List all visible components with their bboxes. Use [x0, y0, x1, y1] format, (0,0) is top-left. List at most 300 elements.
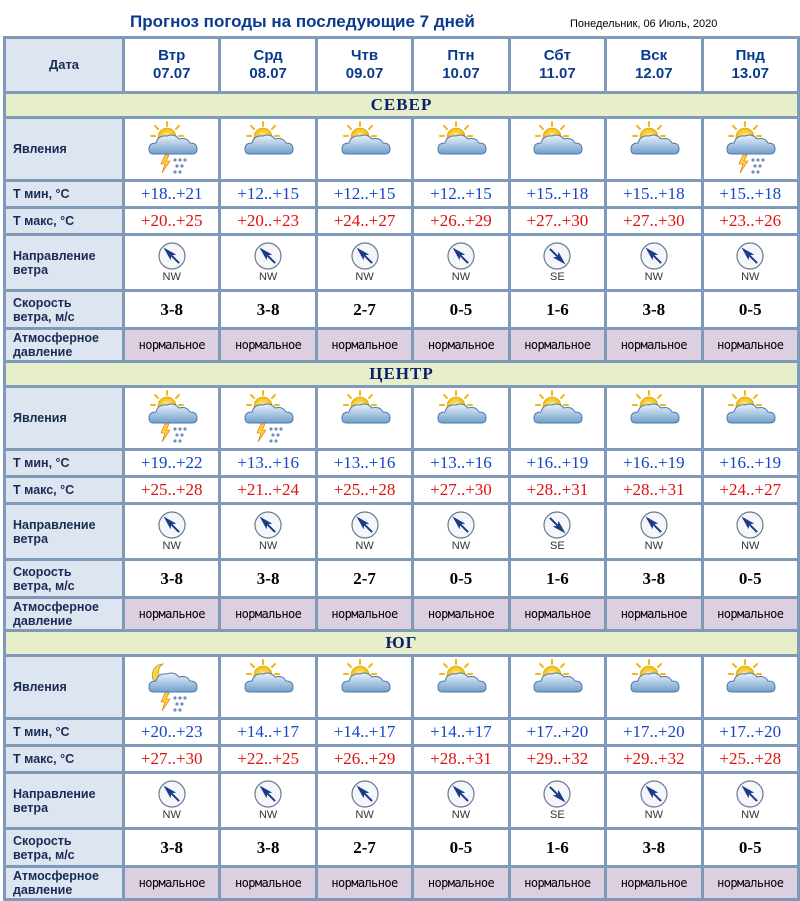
tmin-value: +19..+22: [140, 453, 203, 472]
compass-arrow-icon: [634, 510, 674, 540]
wind-direction-text: NW: [162, 540, 181, 552]
tmax-cell: [318, 478, 411, 502]
tmax-cell: [704, 209, 797, 233]
tmin-row: [6, 720, 797, 744]
region-row: [6, 94, 797, 116]
pressure-label: [6, 330, 122, 360]
tmin-value: +12..+15: [237, 184, 299, 203]
compass-arrow-icon: [441, 779, 481, 809]
row-label-text: Направление: [13, 248, 96, 263]
wind-direction-cell: [607, 505, 700, 558]
wind-speed-value: 3-8: [256, 299, 280, 319]
tmin-value: +16..+19: [622, 453, 685, 472]
compass-arrow-icon: [730, 241, 770, 271]
wind-direction-cell: [318, 774, 411, 827]
tmin-cell: [414, 451, 507, 475]
tmin-cell: [221, 451, 314, 475]
phenomena-label: [6, 388, 122, 448]
wind-direction-text: NW: [451, 271, 471, 283]
moon-cloud-thunderstorm-icon: [125, 658, 218, 716]
row-label-text: Атмосферное: [13, 600, 99, 614]
tmax-cell: [414, 478, 507, 502]
wind-direction-cell: [125, 236, 218, 289]
region-row: [6, 632, 797, 654]
wind-direction-cell: [125, 505, 218, 558]
row-label-text: Скорость: [13, 833, 72, 848]
wind-speed-value: 0-5: [449, 837, 473, 857]
wind-speed-cell: [125, 561, 218, 596]
tmin-cell: [607, 720, 700, 744]
tmax-label: [6, 209, 122, 233]
tmin-cell: [221, 182, 314, 206]
wind-direction: [730, 778, 770, 822]
tmax-value: +25..+28: [333, 480, 396, 499]
pressure-cell: [125, 330, 218, 360]
weather-cell: [704, 119, 797, 179]
tmax-value: +20..+25: [140, 211, 203, 230]
weather-cell: [704, 388, 797, 448]
tmax-label: [6, 478, 122, 502]
sun-cloud-thunderstorm-icon: [704, 120, 797, 178]
day-name: Вск: [640, 47, 668, 64]
compass-arrow-icon: [634, 241, 674, 271]
wind-speed-cell: [221, 292, 314, 327]
wind-direction-cell: [607, 774, 700, 827]
pressure-value: нормальное: [717, 607, 784, 621]
sun-cloud-icon: [511, 658, 604, 716]
tmax-cell: [704, 747, 797, 771]
compass-arrow-icon: [248, 779, 288, 809]
wind-direction-label: [6, 774, 122, 827]
pressure-cell: [704, 330, 797, 360]
wind-speed-value: 3-8: [160, 837, 184, 857]
wind-direction-cell: [414, 774, 507, 827]
tmin-value: +17..+20: [719, 722, 782, 741]
wind-direction-cell: [511, 774, 604, 827]
wind-direction-text: NW: [644, 271, 663, 283]
tmax-value: +29..+32: [526, 749, 589, 768]
day-date: 09.07: [345, 65, 384, 82]
pressure-cell: [607, 599, 700, 629]
wind-speed-value: 0-5: [449, 568, 473, 588]
sun-cloud-icon: [318, 389, 411, 447]
region-title: СЕВЕР: [6, 94, 797, 116]
region-row: [6, 363, 797, 385]
wind-direction: [537, 778, 577, 822]
day-header: [511, 39, 604, 91]
tmax-value: +28..+31: [430, 749, 492, 768]
tmax-value: +26..+29: [430, 211, 492, 230]
wind-speed-cell: [318, 561, 411, 596]
wind-direction-label: [6, 505, 122, 558]
wind-speed-cell: [221, 830, 314, 865]
tmin-cell: [125, 720, 218, 744]
pressure-value: нормальное: [138, 876, 205, 890]
sun-cloud-icon: [607, 389, 700, 447]
row-label-text: ветра: [13, 800, 49, 815]
tmax-value: +25..+28: [719, 749, 782, 768]
wind-direction-cell: [704, 236, 797, 289]
wind-speed-cell: [704, 830, 797, 865]
day-header: [221, 39, 314, 91]
tmin-value: +16..+19: [526, 453, 589, 472]
day-name: Сбт: [543, 47, 572, 64]
wind-speed-cell: [511, 830, 604, 865]
compass-arrow-icon: [441, 510, 481, 540]
wind-direction-cell: [221, 774, 314, 827]
pressure-cell: [704, 599, 797, 629]
pressure-value: нормальное: [235, 338, 302, 352]
compass-arrow-icon: [152, 241, 192, 271]
tmin-label: [6, 182, 122, 206]
tmin-cell: [511, 182, 604, 206]
pressure-value: нормальное: [331, 876, 398, 890]
tmax-cell: [125, 747, 218, 771]
pressure-value: нормальное: [427, 876, 495, 890]
wind-direction: [441, 240, 481, 284]
wind-direction: [441, 509, 481, 553]
row-label-text: ветра, м/с: [13, 578, 75, 593]
tmin-row: [6, 182, 797, 206]
sun-cloud-icon: [221, 120, 314, 178]
wind-speed-cell: [704, 292, 797, 327]
wind-speed-value: 0-5: [738, 299, 762, 319]
tmax-cell: [511, 747, 604, 771]
weather-cell: [414, 657, 507, 717]
tmax-row: [6, 747, 797, 771]
tmin-cell: [414, 720, 507, 744]
wind-direction: [345, 509, 385, 553]
pressure-cell: [607, 330, 700, 360]
wind-direction: [152, 240, 192, 284]
compass-arrow-icon: [730, 510, 770, 540]
wind-speed-value: 2-7: [353, 837, 376, 857]
row-label-text: Направление: [13, 517, 96, 532]
tmax-value: +27..+30: [526, 211, 589, 230]
wind-speed-row: [6, 292, 797, 327]
wind-speed-value: 0-5: [738, 837, 762, 857]
pressure-value: нормальное: [524, 338, 591, 352]
wind-speed-cell: [607, 561, 700, 596]
tmax-cell: [318, 209, 411, 233]
wind-direction: [634, 509, 674, 553]
day-date: 08.07: [249, 65, 287, 82]
day-name: Птн: [447, 47, 475, 64]
pressure-value: нормальное: [138, 338, 205, 352]
compass-arrow-icon: [537, 241, 577, 271]
row-label-text: Т мин, °С: [13, 456, 70, 470]
wind-speed-cell: [511, 292, 604, 327]
tmax-cell: [414, 209, 507, 233]
wind-direction-row: [6, 505, 797, 558]
wind-direction-cell: [511, 505, 604, 558]
wind-direction: [730, 240, 770, 284]
weather-cell: [607, 119, 700, 179]
tmax-value: +23..+26: [719, 211, 782, 230]
region-title: ЦЕНТР: [6, 363, 797, 385]
wind-direction: [248, 778, 288, 822]
wind-direction: [634, 240, 674, 284]
pressure-value: нормальное: [331, 607, 398, 621]
wind-direction-text: NW: [162, 809, 181, 821]
tmin-label: [6, 451, 122, 475]
wind-direction-text: NW: [355, 809, 374, 821]
tmin-cell: [607, 182, 700, 206]
wind-speed-value: 1-6: [546, 837, 569, 857]
tmin-cell: [318, 720, 411, 744]
wind-speed-row: [6, 830, 797, 865]
pressure-cell: [511, 868, 604, 898]
compass-arrow-icon: [345, 241, 385, 271]
tmax-value: +26..+29: [333, 749, 396, 768]
compass-arrow-icon: [537, 510, 577, 540]
wind-speed-value: 1-6: [546, 568, 569, 588]
tmax-value: +28..+31: [622, 480, 685, 499]
wind-speed-cell: [221, 561, 314, 596]
pressure-cell: [704, 868, 797, 898]
sun-cloud-icon: [221, 658, 314, 716]
row-label-text: Явления: [13, 411, 67, 425]
tmin-cell: [318, 451, 411, 475]
wind-direction-row: [6, 774, 797, 827]
row-label-text: Т мин, °С: [13, 187, 70, 201]
wind-speed-value: 3-8: [642, 299, 666, 319]
row-label-text: Направление: [13, 786, 96, 801]
phenomena-label: [6, 119, 122, 179]
weather-cell: [318, 388, 411, 448]
pressure-value: нормальное: [717, 338, 784, 352]
day-date: 10.07: [442, 65, 480, 82]
wind-direction-text: NW: [644, 809, 663, 821]
tmin-value: +20..+23: [140, 722, 203, 741]
tmax-value: +24..+27: [333, 211, 396, 230]
sun-cloud-icon: [414, 389, 507, 447]
day-header: [414, 39, 507, 91]
tmin-value: +13..+16: [333, 453, 396, 472]
wind-direction: [730, 509, 770, 553]
compass-arrow-icon: [248, 510, 288, 540]
tmax-cell: [511, 209, 604, 233]
region-title: ЮГ: [6, 632, 797, 654]
row-label-text: Скорость: [13, 295, 72, 310]
row-label-text: ветра, м/с: [13, 847, 75, 862]
pressure-value: нормальное: [620, 338, 687, 352]
tmin-cell: [511, 720, 604, 744]
sun-cloud-icon: [704, 658, 797, 716]
wind-speed-cell: [607, 292, 700, 327]
pressure-cell: [221, 599, 314, 629]
weather-cell: [511, 657, 604, 717]
date-column-label: Дата: [6, 39, 122, 91]
weather-cell: [607, 657, 700, 717]
pressure-cell: [318, 330, 411, 360]
wind-direction-text: NW: [741, 271, 760, 283]
wind-speed-value: 1-6: [546, 299, 569, 319]
tmin-value: +12..+15: [430, 184, 492, 203]
tmin-value: +17..+20: [526, 722, 589, 741]
wind-direction-cell: [414, 236, 507, 289]
wind-direction-text: NW: [451, 540, 471, 552]
wind-direction-text: NW: [162, 271, 181, 283]
sun-cloud-icon: [318, 658, 411, 716]
wind-direction: [152, 778, 192, 822]
day-name: Срд: [253, 47, 283, 64]
wind-speed-cell: [607, 830, 700, 865]
wind-speed-label: [6, 830, 122, 865]
wind-direction: [248, 240, 288, 284]
wind-speed-label: [6, 561, 122, 596]
weather-cell: [125, 388, 218, 448]
wind-direction-text: NW: [741, 540, 760, 552]
tmin-label: [6, 720, 122, 744]
pressure-cell: [125, 868, 218, 898]
sun-cloud-thunderstorm-icon: [125, 389, 218, 447]
compass-arrow-icon: [634, 779, 674, 809]
compass-arrow-icon: [345, 779, 385, 809]
wind-speed-cell: [511, 561, 604, 596]
row-label-text: Атмосферное: [13, 331, 99, 345]
sun-cloud-icon: [704, 389, 797, 447]
compass-arrow-icon: [730, 779, 770, 809]
tmax-value: +29..+32: [622, 749, 685, 768]
day-header: [607, 39, 700, 91]
tmin-value: +15..+18: [719, 184, 782, 203]
tmin-value: +18..+21: [140, 184, 203, 203]
tmin-cell: [125, 451, 218, 475]
tmin-value: +13..+16: [430, 453, 492, 472]
tmax-cell: [414, 747, 507, 771]
sun-cloud-icon: [414, 120, 507, 178]
tmin-cell: [704, 451, 797, 475]
pressure-cell: [221, 868, 314, 898]
pressure-row: [6, 599, 797, 629]
tmax-value: +25..+28: [140, 480, 203, 499]
sun-cloud-thunderstorm-icon: [125, 120, 218, 178]
tmax-cell: [221, 747, 314, 771]
day-date: 07.07: [152, 65, 191, 82]
row-label-text: Скорость: [13, 564, 72, 579]
wind-direction: [634, 778, 674, 822]
phenomena-label: [6, 657, 122, 717]
tmin-cell: [704, 720, 797, 744]
wind-speed-value: 3-8: [256, 837, 280, 857]
pressure-cell: [221, 330, 314, 360]
wind-direction-cell: [511, 236, 604, 289]
day-header: [125, 39, 218, 91]
tmin-cell: [607, 451, 700, 475]
tmin-value: +13..+16: [237, 453, 299, 472]
wind-speed-value: 3-8: [642, 568, 666, 588]
tmax-cell: [221, 478, 314, 502]
pressure-cell: [607, 868, 700, 898]
wind-direction: [345, 778, 385, 822]
row-label-text: Явления: [13, 680, 67, 694]
current-date: Понедельник, 06 Июль, 2020: [570, 18, 718, 30]
phenomena-row: [6, 657, 797, 717]
tmax-cell: [221, 209, 314, 233]
wind-direction-cell: [414, 505, 507, 558]
tmax-value: +28..+31: [526, 480, 589, 499]
pressure-value: нормальное: [620, 607, 687, 621]
pressure-value: нормальное: [427, 338, 495, 352]
phenomena-row: [6, 119, 797, 179]
wind-direction: [537, 509, 577, 553]
wind-speed-cell: [125, 292, 218, 327]
row-label-text: Явления: [13, 142, 67, 156]
sun-cloud-icon: [607, 658, 700, 716]
tmax-value: +24..+27: [719, 480, 782, 499]
wind-direction-text: NW: [451, 809, 471, 821]
day-name: Пнд: [735, 47, 765, 64]
pressure-value: нормальное: [717, 876, 784, 890]
wind-direction-text: NW: [258, 540, 278, 552]
wind-direction-cell: [318, 236, 411, 289]
wind-direction-text: NW: [355, 271, 374, 283]
tmax-row: [6, 478, 797, 502]
wind-direction: [345, 240, 385, 284]
row-label-text: Т макс, °С: [13, 752, 75, 766]
row-label-text: Атмосферное: [13, 869, 99, 883]
tmax-label: [6, 747, 122, 771]
tmin-value: +15..+18: [526, 184, 589, 203]
wind-speed-cell: [414, 561, 507, 596]
wind-speed-value: 3-8: [256, 568, 280, 588]
pressure-cell: [414, 868, 507, 898]
wind-speed-value: 2-7: [353, 568, 376, 588]
compass-arrow-icon: [345, 510, 385, 540]
sun-cloud-icon: [511, 389, 604, 447]
wind-direction-text: SE: [550, 540, 565, 552]
weather-cell: [125, 119, 218, 179]
day-header: [318, 39, 411, 91]
weather-cell: [511, 119, 604, 179]
wind-direction-text: NW: [741, 809, 760, 821]
pressure-cell: [318, 868, 411, 898]
pressure-value: нормальное: [620, 876, 687, 890]
weather-cell: [414, 119, 507, 179]
compass-arrow-icon: [537, 779, 577, 809]
wind-direction-text: SE: [550, 271, 565, 283]
tmin-value: +15..+18: [622, 184, 685, 203]
weather-cell: [414, 388, 507, 448]
row-label-text: давление: [13, 614, 73, 628]
tmax-value: +27..+30: [430, 480, 492, 499]
wind-direction-cell: [704, 774, 797, 827]
pressure-value: нормальное: [235, 876, 302, 890]
wind-speed-value: 3-8: [160, 568, 184, 588]
wind-direction-text: NW: [355, 540, 374, 552]
tmax-value: +27..+30: [140, 749, 203, 768]
pressure-cell: [414, 599, 507, 629]
compass-arrow-icon: [152, 779, 192, 809]
tmin-cell: [704, 182, 797, 206]
compass-arrow-icon: [152, 510, 192, 540]
row-label-text: Т макс, °С: [13, 214, 75, 228]
pressure-cell: [318, 599, 411, 629]
weather-cell: [125, 657, 218, 717]
day-date: 13.07: [731, 65, 770, 82]
pressure-cell: [511, 599, 604, 629]
sun-cloud-icon: [414, 658, 507, 716]
wind-speed-cell: [704, 561, 797, 596]
day-date: 12.07: [635, 65, 673, 82]
weather-cell: [221, 388, 314, 448]
tmin-row: [6, 451, 797, 475]
pressure-row: [6, 868, 797, 898]
forecast-table: [3, 36, 800, 901]
wind-direction: [537, 240, 577, 284]
wind-speed-cell: [125, 830, 218, 865]
